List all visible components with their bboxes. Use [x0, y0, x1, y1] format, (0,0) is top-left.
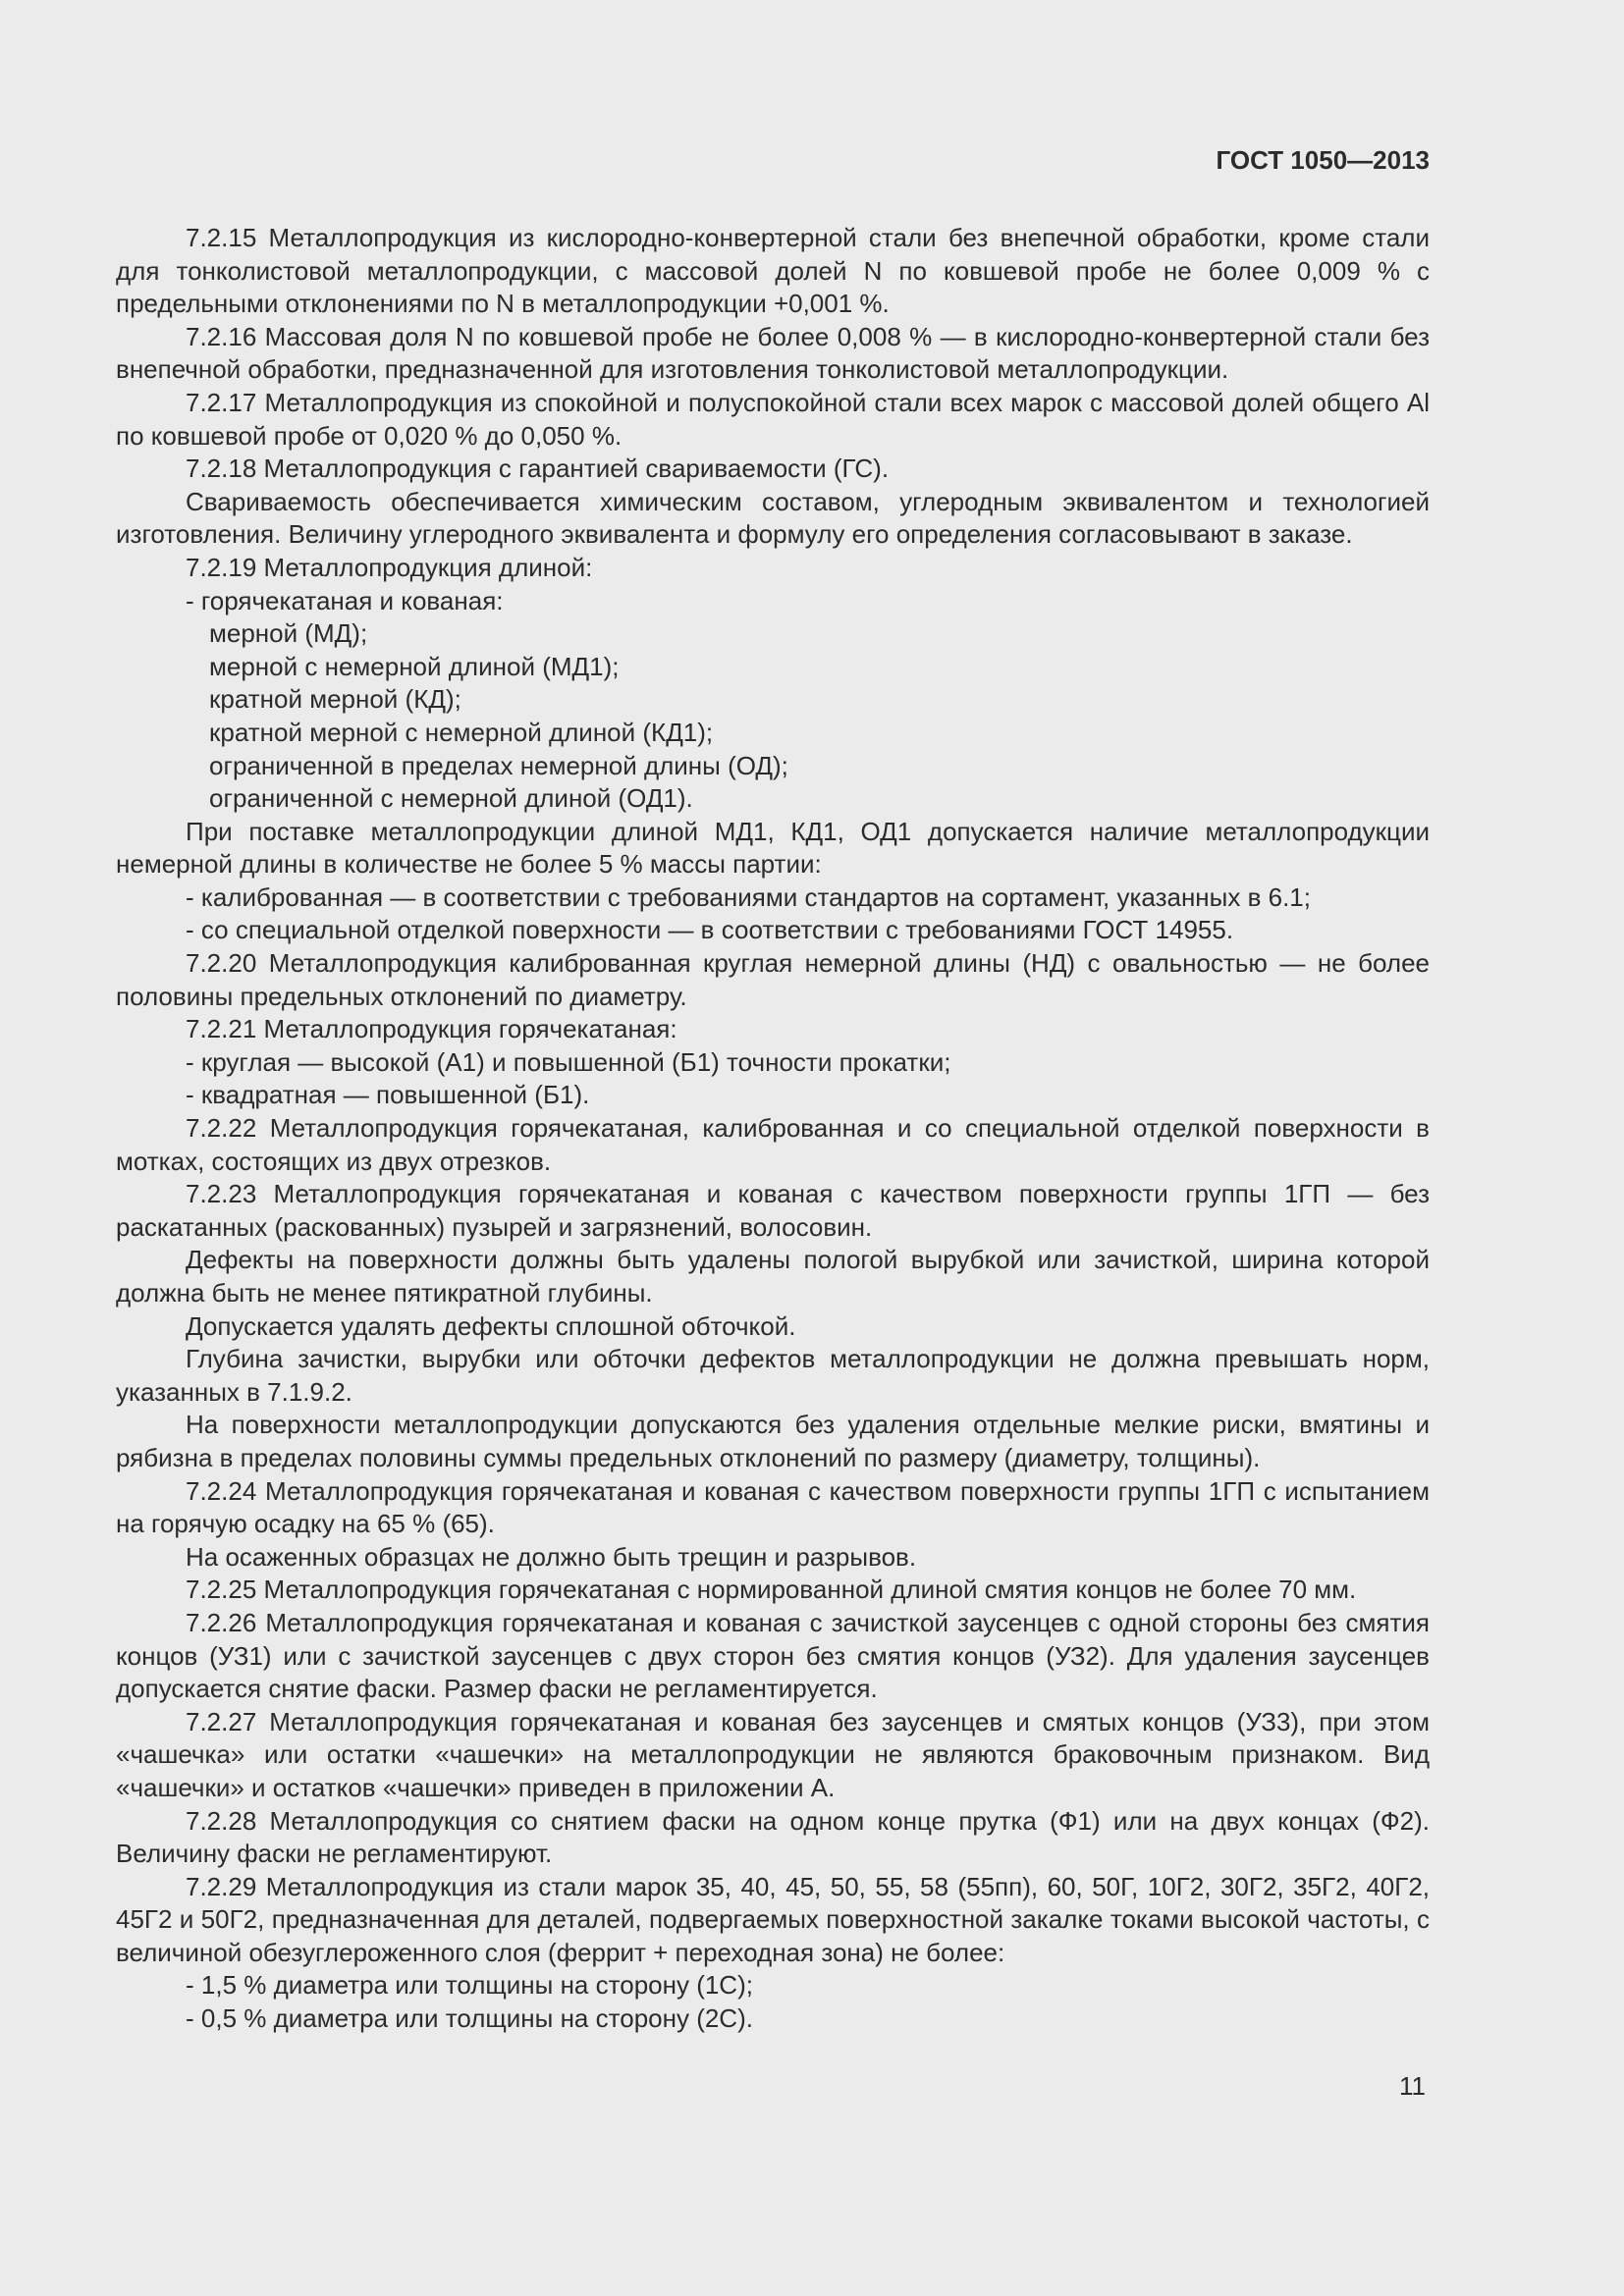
list-item: - круглая — высокой (А1) и повышенной (Б1) точности прокатки;: [186, 1046, 951, 1077]
paragraph: 7.2.27 Металлопродукция горячекатаная и кованая без заусенцев и смятых концов (УЗ3), при этом «чашечка» или остатки «чашечки» на металлопродукции не являются браковочным признаком. Вид «чашечки» и остатков «чашечки» приведен в приложении А.: [116, 1706, 1430, 1802]
sub-list-item: кратной мерной (КД);: [209, 684, 461, 715]
paragraph: Свариваемость обеспечивается химическим составом, углеродным эквивалентом и технологией изготовления. Величину углеродного эквивалента и формулу его определения согласовывают в заказе.: [116, 486, 1430, 550]
paragraph: 7.2.25 Металлопродукция горячекатаная с нормированной длиной смятия концов не более 70 мм.: [186, 1575, 1357, 1605]
paragraph: 7.2.28 Металлопродукция со снятием фаски на одном конце прутка (Ф1) или на двух концах (Ф2). Величину фаски не регламентируют.: [116, 1805, 1430, 1869]
page-number: 11: [1399, 2071, 1426, 2101]
paragraph: 7.2.17 Металлопродукция из спокойной и полуспокойной стали всех марок с массовой долей общего Al по ковшевой пробе от 0,020 % до 0,050 %.: [116, 387, 1430, 451]
paragraph: На поверхности металлопродукции допускаются без удаления отдельные мелкие риски, вмятины и рябизна в пределах половины суммы предельных отклонений по размеру (диаметру, толщины).: [116, 1410, 1430, 1472]
paragraph: Допускается удалять дефекты сплошной обточкой.: [186, 1310, 796, 1341]
paragraph: Дефекты на поверхности должны быть удалены пологой вырубкой или зачисткой, ширина которой должна быть не менее пятикратной глубины.: [116, 1245, 1430, 1308]
paragraph: Глубина зачистки, вырубки или обточки дефектов металлопродукции не должна превышать норм, указанных в 7.1.9.2.: [116, 1344, 1430, 1407]
paragraph: 7.2.15 Металлопродукция из кислородно-конвертерной стали без внепечной обработки, кроме стали для тонколистовой металлопродукции, с массовой долей N по ковшевой пробе не более 0,009 % с предельными отклонениями по N в металлопродукции +0,001 %.: [116, 223, 1430, 319]
list-item: - 1,5 % диаметра или толщины на сторону (1С);: [186, 1970, 753, 2001]
paragraph: 7.2.20 Металлопродукция калиброванная круглая немерной длины (НД) с овальностью — не более половины предельных отклонений по диаметру.: [116, 948, 1430, 1011]
list-item: - квадратная — повышенной (Б1).: [186, 1080, 590, 1110]
document-body: [116, 222, 1430, 2036]
sub-list-item: ограниченной с немерной длиной (ОД1).: [209, 783, 693, 814]
paragraph: 7.2.19 Металлопродукция длиной:: [186, 552, 593, 582]
sub-list-item: мерной (МД);: [209, 618, 368, 649]
paragraph: 7.2.18 Металлопродукция с гарантией свариваемости (ГС).: [186, 454, 890, 484]
paragraph: 7.2.22 Металлопродукция горячекатаная, калиброванная и со специальной отделкой поверхности в мотках, состоящих из двух отрезков.: [116, 1113, 1430, 1176]
list-item: - 0,5 % диаметра или толщины на сторону (2С).: [186, 2003, 753, 2034]
paragraph: 7.2.23 Металлопродукция горячекатаная и кованая с качеством поверхности группы 1ГП — без раскатанных (раскованных) пузырей и загрязнений, волосовин.: [116, 1179, 1430, 1242]
list-item: - горячекатаная и кованая:: [186, 585, 504, 615]
paragraph: На осаженных образцах не должно быть трещин и разрывов.: [186, 1541, 917, 1572]
list-item: - со специальной отделкой поверхности — в соответствии с требованиями ГОСТ 14955.: [186, 915, 1234, 945]
standard-header: ГОСТ 1050—2013: [1216, 145, 1430, 175]
paragraph: 7.2.16 Массовая доля N по ковшевой пробе не более 0,008 % — в кислородно-конвертерной стали без внепечной обработки, предназначенной для изготовления тонколистовой металлопродукции.: [116, 321, 1430, 385]
paragraph: При поставке металлопродукции длиной МД1, КД1, ОД1 допускается наличие металлопродукции немерной длины в количестве не более 5 % массы партии:: [116, 816, 1430, 880]
sub-list-item: ограниченной в пределах немерной длины (ОД);: [209, 750, 788, 780]
paragraph: 7.2.26 Металлопродукция горячекатаная и кованая с зачисткой заусенцев с одной стороны без смятия концов (УЗ1) или с зачисткой заусенцев с двух сторон без смятия концов (УЗ2). Для удаления заусенцев допускается снятие фаски. Размер фаски не регламентируется.: [116, 1607, 1430, 1704]
list-item: - калиброванная — в соответствии с требованиями стандартов на сортамент, указанных в 6.1;: [186, 881, 1311, 912]
paragraph: 7.2.24 Металлопродукция горячекатаная и кованая с качеством поверхности группы 1ГП с испытанием на горячую осадку на 65 % (65).: [116, 1475, 1430, 1539]
sub-list-item: мерной с немерной длиной (МД1);: [209, 651, 620, 681]
paragraph: 7.2.29 Металлопродукция из стали марок 35, 40, 45, 50, 55, 58 (55пп), 60, 50Г, 10Г2, 30Г2, 35Г2, 40Г2, 45Г2 и 50Г2, предназначенная для деталей, подвергаемых поверхностной закалке токами высокой частоты, с величиной обезуглероженного слоя (феррит + переходная зона) не более:: [116, 1871, 1430, 1967]
sub-list-item: кратной мерной с немерной длиной (КД1);: [209, 717, 714, 747]
paragraph: 7.2.21 Металлопродукция горячекатаная:: [186, 1014, 677, 1044]
